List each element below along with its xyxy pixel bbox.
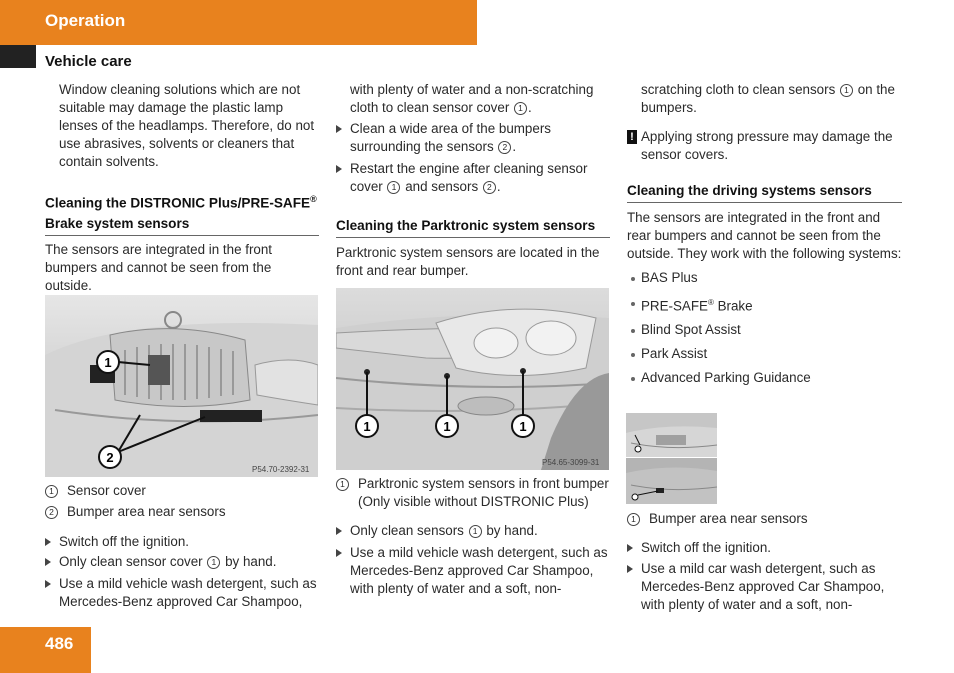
list-item: PRE-SAFE® Brake	[627, 294, 902, 315]
step-clean-cover: Only clean sensor cover 1 by hand.	[45, 553, 319, 571]
intro-paragraph: Window cleaning solutions which are not suitable may damage the plastic lamp lenses of the headlamps. Therefore, do not use abrasives, solvents or cleaners that contain solvents.	[59, 82, 315, 169]
image-id: P54.65-3099-31	[542, 458, 600, 467]
parktronic-sensor-image	[336, 288, 609, 470]
column-2	[336, 81, 610, 280]
parktronic-paragraph: Parktronic system sensors are located in the front and rear bumper.	[336, 245, 600, 278]
column-2-lower	[336, 475, 610, 598]
column-1	[45, 81, 319, 295]
svg-text:1: 1	[363, 419, 371, 434]
list-item: BAS Plus	[627, 269, 902, 287]
list-item: Advanced Parking Guidance	[627, 369, 902, 387]
list-item: Park Assist	[627, 345, 902, 363]
step-clean-bumpers: Clean a wide area of the bumpers surrounding the sensors 2 .	[336, 120, 610, 156]
driving-systems-paragraph: The sensors are integrated in the front and rear bumpers and cannot be seen from the outside. They work with the following systems:	[627, 210, 902, 261]
warning-note: ! Applying strong pressure may damage the sensor covers.	[627, 128, 902, 164]
svg-text:2: 2	[106, 450, 114, 465]
step-detergent: Use a mild vehicle wash detergent, such as Mercedes-Benz approved Car Shampoo,	[45, 575, 319, 611]
chapter-title: Operation	[45, 11, 126, 30]
driving-systems-heading: Cleaning the driving systems sensors	[627, 181, 902, 203]
page-number: 486	[45, 634, 74, 653]
warning-icon: !	[627, 130, 637, 144]
header-bar	[0, 0, 477, 45]
callout-2	[99, 446, 121, 468]
callout-1	[512, 415, 534, 437]
caption-1: 1 Bumper area near sensors	[627, 510, 902, 528]
step-clean-sensors: Only clean sensors 1 by hand.	[336, 522, 610, 540]
column-3	[627, 81, 902, 387]
callout-1	[436, 415, 458, 437]
parktronic-heading: Cleaning the Parktronic system sensors	[336, 216, 610, 238]
section-title: Vehicle care	[45, 53, 132, 70]
step-restart: Restart the engine after cleaning sensor cover 1 and sensors 2 .	[336, 160, 610, 196]
step-switch-off: Switch off the ignition.	[627, 539, 902, 557]
caption-1: 1 Parktronic system sensors in front bumper (Only visible without DISTRONIC Plus)	[336, 475, 610, 511]
caption-1: 1 Sensor cover	[45, 482, 319, 500]
bumper-sensor-image	[626, 413, 717, 504]
column-1-lower	[45, 482, 319, 611]
section-marker	[0, 45, 36, 68]
svg-text:1: 1	[519, 419, 527, 434]
svg-text:1: 1	[443, 419, 451, 434]
distronic-paragraph: The sensors are integrated in the front bumpers and cannot be seen from the outside.	[45, 241, 273, 293]
image-id: P54.70-2392-31	[252, 465, 310, 474]
list-item: Blind Spot Assist	[627, 321, 902, 339]
distronic-heading: Cleaning the DISTRONIC Plus/PRE-SAFE® Brake system sensors	[45, 189, 319, 236]
callout-1	[97, 351, 119, 373]
continued-text: scratching cloth to clean sensors 1 on the bumpers.	[641, 82, 895, 115]
continued-text: with plenty of water and a non-scratching cloth to clean sensor cover 1 .	[350, 82, 594, 115]
step-detergent: Use a mild vehicle wash detergent, such as Mercedes-Benz approved Car Shampoo, with plenty of water and a soft, non-	[336, 544, 610, 598]
column-3-lower	[627, 510, 902, 614]
callout-1	[356, 415, 378, 437]
svg-text:1: 1	[104, 355, 112, 370]
step-switch-off: Switch off the ignition.	[45, 533, 319, 551]
distronic-sensor-image	[45, 295, 318, 477]
step-detergent: Use a mild car wash detergent, such as Mercedes-Benz approved Car Shampoo, with plenty of water and a soft, non-	[627, 560, 902, 614]
caption-2: 2 Bumper area near sensors	[45, 503, 319, 521]
